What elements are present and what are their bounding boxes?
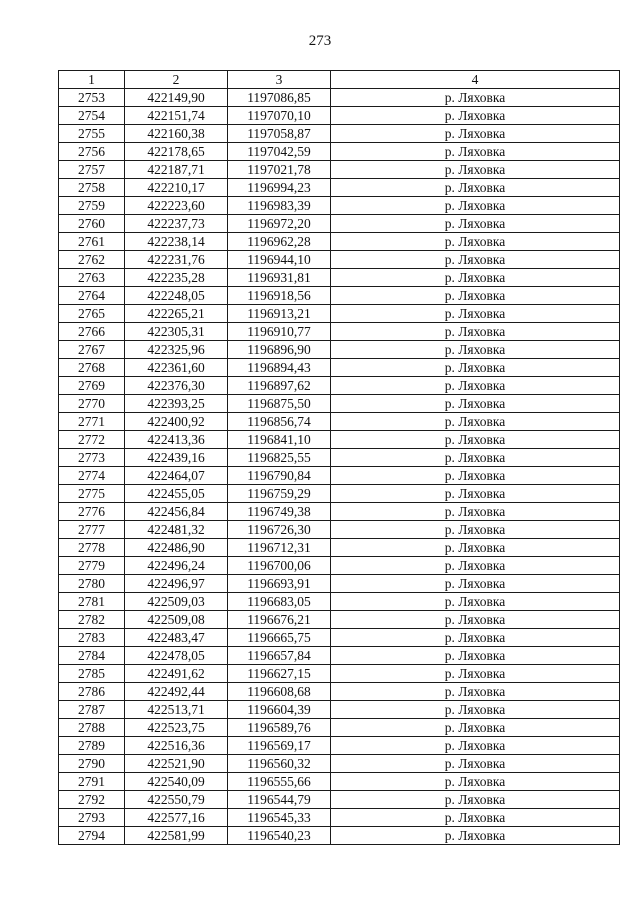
table-cell: 2788 <box>59 719 125 737</box>
table-cell: 2778 <box>59 539 125 557</box>
table-cell: 422540,09 <box>125 773 228 791</box>
table-row <box>59 575 620 593</box>
table-cell: 2792 <box>59 791 125 809</box>
table-cell: 2782 <box>59 611 125 629</box>
table-cell: 1196841,10 <box>228 431 331 449</box>
table-cell: 2767 <box>59 341 125 359</box>
table-cell: 2791 <box>59 773 125 791</box>
table-row <box>59 395 620 413</box>
table-row <box>59 809 620 827</box>
table-row <box>59 431 620 449</box>
header-row <box>59 71 620 89</box>
table-cell: 422235,28 <box>125 269 228 287</box>
table-cell: 422456,84 <box>125 503 228 521</box>
table-cell: 422439,16 <box>125 449 228 467</box>
table-cell: 422483,47 <box>125 629 228 647</box>
table-cell: 2793 <box>59 809 125 827</box>
table-cell: р. Ляховка <box>331 449 620 467</box>
table-cell: 1196627,15 <box>228 665 331 683</box>
table-cell: 1196825,55 <box>228 449 331 467</box>
table-cell: 422478,05 <box>125 647 228 665</box>
table-row <box>59 467 620 485</box>
table-cell: 422210,17 <box>125 179 228 197</box>
table-row <box>59 107 620 125</box>
table-cell: 2784 <box>59 647 125 665</box>
table-row <box>59 287 620 305</box>
table-row <box>59 179 620 197</box>
coordinates-table <box>58 70 620 845</box>
table-cell: р. Ляховка <box>331 521 620 539</box>
table-cell: 1196560,32 <box>228 755 331 773</box>
table-cell: р. Ляховка <box>331 287 620 305</box>
table-cell: 2765 <box>59 305 125 323</box>
table-cell: 1196875,50 <box>228 395 331 413</box>
table-cell: 422231,76 <box>125 251 228 269</box>
table-cell: р. Ляховка <box>331 593 620 611</box>
table-cell: 2783 <box>59 629 125 647</box>
table-cell: р. Ляховка <box>331 611 620 629</box>
table-cell: 422521,90 <box>125 755 228 773</box>
table-cell: 422149,90 <box>125 89 228 107</box>
table-row <box>59 377 620 395</box>
table-cell: 2781 <box>59 593 125 611</box>
table-cell: 2794 <box>59 827 125 845</box>
table-cell: 2770 <box>59 395 125 413</box>
table-cell: 1196983,39 <box>228 197 331 215</box>
table-cell: 1196604,39 <box>228 701 331 719</box>
table-cell: 422523,75 <box>125 719 228 737</box>
table-cell: 422455,05 <box>125 485 228 503</box>
table-cell: 2755 <box>59 125 125 143</box>
table-cell: 1196676,21 <box>228 611 331 629</box>
table-row <box>59 269 620 287</box>
table-cell: 422577,16 <box>125 809 228 827</box>
table-row <box>59 305 620 323</box>
table-cell: 1196913,21 <box>228 305 331 323</box>
table-row <box>59 485 620 503</box>
table-row <box>59 737 620 755</box>
table-cell: 1196569,17 <box>228 737 331 755</box>
table-row <box>59 197 620 215</box>
table-cell: 422486,90 <box>125 539 228 557</box>
header-cell: 1 <box>59 71 125 89</box>
table-row <box>59 683 620 701</box>
table-cell: 422413,36 <box>125 431 228 449</box>
table-cell: р. Ляховка <box>331 809 620 827</box>
header-cell: 2 <box>125 71 228 89</box>
table-cell: р. Ляховка <box>331 215 620 233</box>
table-cell: 1196856,74 <box>228 413 331 431</box>
table-cell: 1196693,91 <box>228 575 331 593</box>
table-cell: 1196589,76 <box>228 719 331 737</box>
table-cell: 2758 <box>59 179 125 197</box>
table-cell: р. Ляховка <box>331 269 620 287</box>
table-cell: 1196665,75 <box>228 629 331 647</box>
table-cell: р. Ляховка <box>331 647 620 665</box>
table-row <box>59 593 620 611</box>
table-cell: 2786 <box>59 683 125 701</box>
table-cell: 2763 <box>59 269 125 287</box>
header-cell: 3 <box>228 71 331 89</box>
table-cell: р. Ляховка <box>331 719 620 737</box>
table-row <box>59 827 620 845</box>
table-cell: 422248,05 <box>125 287 228 305</box>
table-cell: р. Ляховка <box>331 89 620 107</box>
table-cell: 422305,31 <box>125 323 228 341</box>
table-cell: р. Ляховка <box>331 575 620 593</box>
table-row <box>59 755 620 773</box>
table-cell: 2762 <box>59 251 125 269</box>
table-cell: 2760 <box>59 215 125 233</box>
table-cell: 1197086,85 <box>228 89 331 107</box>
table-cell: 1197070,10 <box>228 107 331 125</box>
table-cell: р. Ляховка <box>331 467 620 485</box>
table-cell: 1196545,33 <box>228 809 331 827</box>
table-cell: р. Ляховка <box>331 143 620 161</box>
table-row <box>59 557 620 575</box>
table-cell: 1196897,62 <box>228 377 331 395</box>
table-cell: 422491,62 <box>125 665 228 683</box>
table-row <box>59 359 620 377</box>
table-row <box>59 539 620 557</box>
table-cell: р. Ляховка <box>331 323 620 341</box>
table-cell: 1196944,10 <box>228 251 331 269</box>
table-cell: р. Ляховка <box>331 539 620 557</box>
table-row <box>59 341 620 359</box>
table-cell: р. Ляховка <box>331 557 620 575</box>
table-cell: 2776 <box>59 503 125 521</box>
table-cell: 422160,38 <box>125 125 228 143</box>
table-cell: 422496,24 <box>125 557 228 575</box>
table-cell: р. Ляховка <box>331 737 620 755</box>
table-cell: 422361,60 <box>125 359 228 377</box>
table-cell: р. Ляховка <box>331 701 620 719</box>
table-cell: 2774 <box>59 467 125 485</box>
table-cell: 422581,99 <box>125 827 228 845</box>
table-cell: 422178,65 <box>125 143 228 161</box>
table-cell: 2769 <box>59 377 125 395</box>
table-row <box>59 449 620 467</box>
table-cell: р. Ляховка <box>331 161 620 179</box>
table-row <box>59 89 620 107</box>
table-cell: 422325,96 <box>125 341 228 359</box>
table-cell: р. Ляховка <box>331 377 620 395</box>
table-cell: 1196555,66 <box>228 773 331 791</box>
table-row <box>59 413 620 431</box>
table-cell: 1196700,06 <box>228 557 331 575</box>
table-cell: р. Ляховка <box>331 179 620 197</box>
table-cell: р. Ляховка <box>331 305 620 323</box>
table-row <box>59 629 620 647</box>
table-cell: 1196726,30 <box>228 521 331 539</box>
table-row <box>59 125 620 143</box>
table-cell: 422492,44 <box>125 683 228 701</box>
table-cell: 1196972,20 <box>228 215 331 233</box>
table-cell: 1197058,87 <box>228 125 331 143</box>
table-cell: 2773 <box>59 449 125 467</box>
table-cell: 422151,74 <box>125 107 228 125</box>
table-cell: р. Ляховка <box>331 485 620 503</box>
table-cell: 1196544,79 <box>228 791 331 809</box>
table-body <box>59 89 620 845</box>
table-cell: 1196896,90 <box>228 341 331 359</box>
page-number: 273 <box>308 33 332 49</box>
table-row <box>59 647 620 665</box>
table-cell: р. Ляховка <box>331 395 620 413</box>
table-cell: 2753 <box>59 89 125 107</box>
table-cell: 422400,92 <box>125 413 228 431</box>
table-cell: 422496,97 <box>125 575 228 593</box>
table-cell: р. Ляховка <box>331 791 620 809</box>
table-cell: р. Ляховка <box>331 827 620 845</box>
table-cell: р. Ляховка <box>331 233 620 251</box>
table-cell: 1196540,23 <box>228 827 331 845</box>
table-cell: 2757 <box>59 161 125 179</box>
table-cell: р. Ляховка <box>331 359 620 377</box>
table-cell: 422376,30 <box>125 377 228 395</box>
table-row <box>59 665 620 683</box>
table-cell: 422265,21 <box>125 305 228 323</box>
table-row <box>59 719 620 737</box>
table-cell: 422237,73 <box>125 215 228 233</box>
table-cell: р. Ляховка <box>331 629 620 647</box>
table-cell: 2775 <box>59 485 125 503</box>
table-row <box>59 521 620 539</box>
table-cell: 422509,08 <box>125 611 228 629</box>
table-cell: р. Ляховка <box>331 683 620 701</box>
table-cell: 1196608,68 <box>228 683 331 701</box>
table-cell: р. Ляховка <box>331 665 620 683</box>
table-cell: р. Ляховка <box>331 197 620 215</box>
table-cell: 2779 <box>59 557 125 575</box>
table-cell: 422509,03 <box>125 593 228 611</box>
table-cell: 2764 <box>59 287 125 305</box>
table-cell: 2759 <box>59 197 125 215</box>
table-cell: 422513,71 <box>125 701 228 719</box>
table-cell: р. Ляховка <box>331 107 620 125</box>
table-cell: 1196894,43 <box>228 359 331 377</box>
table-cell: 1196918,56 <box>228 287 331 305</box>
table-cell: 1196962,28 <box>228 233 331 251</box>
table-cell: 2777 <box>59 521 125 539</box>
table-cell: 2768 <box>59 359 125 377</box>
table-row <box>59 701 620 719</box>
table-row <box>59 161 620 179</box>
table-cell: 2780 <box>59 575 125 593</box>
table-cell: 2771 <box>59 413 125 431</box>
table-cell: 422481,32 <box>125 521 228 539</box>
table-cell: 2790 <box>59 755 125 773</box>
table-cell: 1196683,05 <box>228 593 331 611</box>
table-row <box>59 233 620 251</box>
table-cell: 1196994,23 <box>228 179 331 197</box>
table-cell: 2766 <box>59 323 125 341</box>
table-cell: р. Ляховка <box>331 431 620 449</box>
table-cell: 2772 <box>59 431 125 449</box>
table-cell: 2785 <box>59 665 125 683</box>
header-cell: 4 <box>331 71 620 89</box>
table-row <box>59 251 620 269</box>
table-cell: 422393,25 <box>125 395 228 413</box>
table-cell: 1196657,84 <box>228 647 331 665</box>
table-row <box>59 611 620 629</box>
table-row <box>59 503 620 521</box>
table-cell: 422187,71 <box>125 161 228 179</box>
table-row <box>59 215 620 233</box>
table-cell: 1197042,59 <box>228 143 331 161</box>
table-cell: 1196712,31 <box>228 539 331 557</box>
table-row <box>59 143 620 161</box>
table-cell: 1196759,29 <box>228 485 331 503</box>
table-cell: р. Ляховка <box>331 755 620 773</box>
table-cell: 422550,79 <box>125 791 228 809</box>
table-row <box>59 773 620 791</box>
table-cell: 2754 <box>59 107 125 125</box>
table-cell: р. Ляховка <box>331 773 620 791</box>
table-header <box>59 71 620 89</box>
table-cell: р. Ляховка <box>331 413 620 431</box>
table-cell: 2789 <box>59 737 125 755</box>
table-cell: 1196749,38 <box>228 503 331 521</box>
table-row <box>59 323 620 341</box>
table-cell: 422516,36 <box>125 737 228 755</box>
table-cell: 2756 <box>59 143 125 161</box>
table-cell: 422223,60 <box>125 197 228 215</box>
table-cell: 1196931,81 <box>228 269 331 287</box>
table-cell: 422464,07 <box>125 467 228 485</box>
table-cell: р. Ляховка <box>331 503 620 521</box>
table-cell: р. Ляховка <box>331 125 620 143</box>
table-cell: 1197021,78 <box>228 161 331 179</box>
table-cell: 2761 <box>59 233 125 251</box>
table-cell: 1196910,77 <box>228 323 331 341</box>
table-cell: 1196790,84 <box>228 467 331 485</box>
table-cell: р. Ляховка <box>331 251 620 269</box>
table-cell: р. Ляховка <box>331 341 620 359</box>
table-row <box>59 791 620 809</box>
table-cell: 422238,14 <box>125 233 228 251</box>
table-cell: 2787 <box>59 701 125 719</box>
